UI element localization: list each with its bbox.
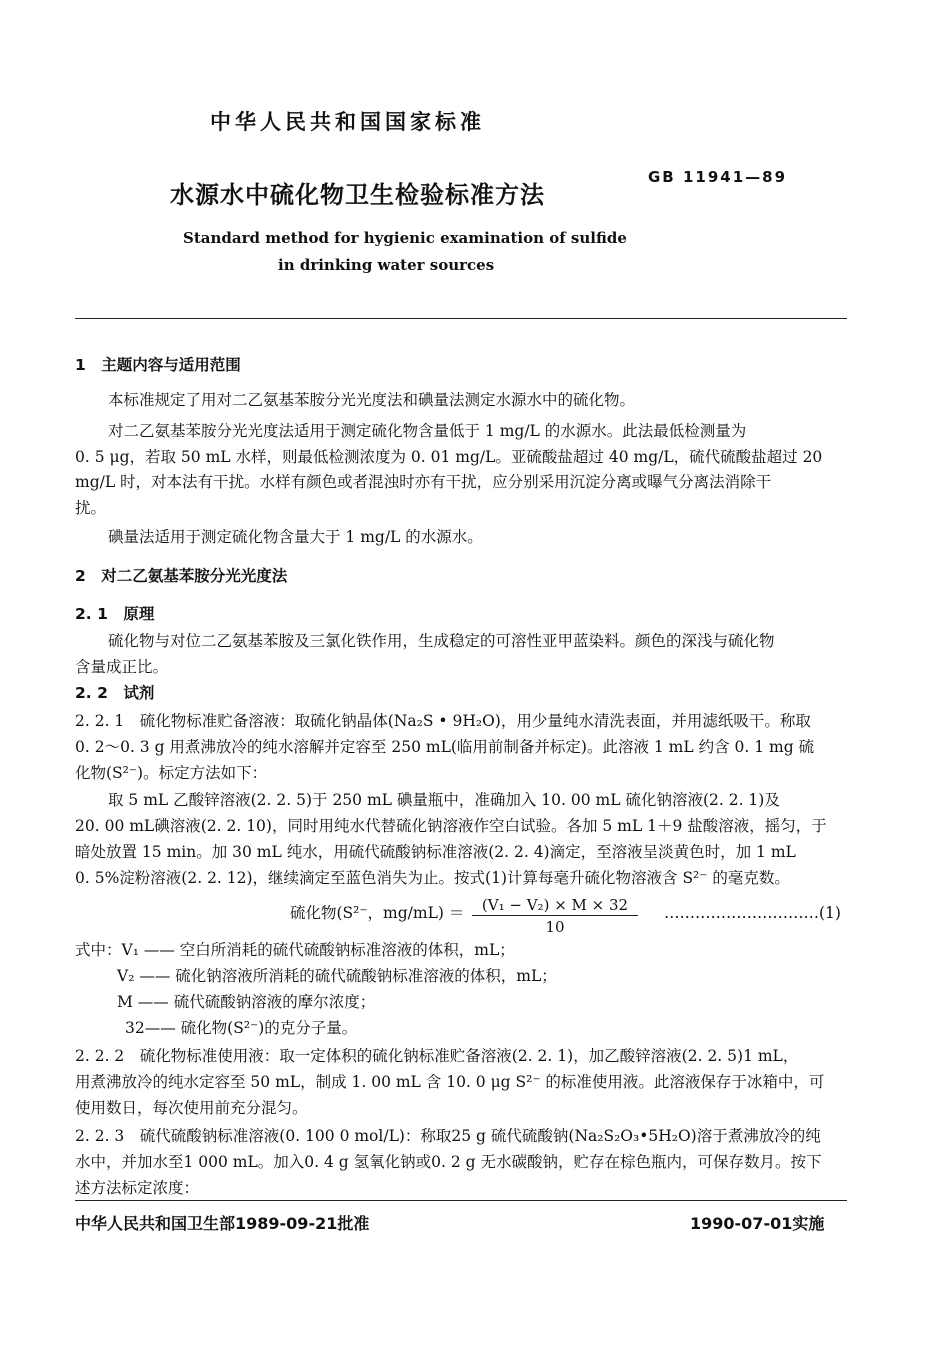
section-2-1-heading: 2. 1 原理 [75,605,155,623]
where-m: M —— 硫代硫酸钠溶液的摩尔浓度； [117,993,376,1011]
s222-line-1: 2. 2. 2 硫化物标准使用液：取一定体积的硫化钠标准贮备溶液(2. 2. 1)，加乙酸锌溶液(2. 2. 5)1 mL， [75,1047,799,1065]
formula-equation-number: …………………………(1) [664,904,841,922]
s1-paragraph-2-line-1: 对二乙氨基苯胺分光光度法适用于测定硫化物含量低于 1 mg/L 的水源水。此法最低检测量为 [108,422,747,440]
s21-line-2: 含量成正比。 [75,658,169,676]
section-2-heading: 2 对二乙氨基苯胺分光光度法 [75,567,288,585]
approval-note: 中华人民共和国卫生部1989-09-21批准 [75,1214,370,1233]
s221-line-3: 化物(S²⁻)。标定方法如下： [75,764,268,782]
s221b-line-3: 暗处放置 15 min。加 30 mL 纯水，用硫代硫酸钠标准溶液(2. 2. 4)滴定，至溶液呈淡黄色时，加 1 mL [75,843,796,861]
formula-denominator: 10 [545,918,565,936]
s221b-line-1: 取 5 mL 乙酸锌溶液(2. 2. 5)于 250 mL 碘量瓶中，准确加入 10. 00 mL 硫化钠溶液(2. 2. 1)及 [108,791,780,809]
s223-line-3: 述方法标定浓度： [75,1179,200,1197]
s21-line-1: 硫化物与对位二乙氨基苯胺及三氯化铁作用，生成稳定的可溶性亚甲蓝染料。颜色的深浅与硫化物 [108,632,775,650]
s221-line-1: 2. 2. 1 硫化物标准贮备溶液：取硫化钠晶体(Na₂S • 9H₂O)，用少量纯水清洗表面，并用滤纸吸干。称取 [75,712,811,730]
fraction-bar [472,915,638,916]
footer-rule [75,1200,847,1201]
title-english-line-1: Standard method for hygienic examination of sulfide [183,229,627,247]
s221b-line-2: 20. 00 mL碘溶液(2. 2. 10)，同时用纯水代替硫化钠溶液作空白试验。各加 5 mL 1＋9 盐酸溶液，摇匀，于 [75,817,827,835]
s1-paragraph-1: 本标准规定了用对二乙氨基苯胺分光光度法和碘量法测定水源水中的硫化物。 [108,391,636,409]
formula-numerator: (V₁ − V₂) × M × 32 [481,896,629,914]
formula-lhs: 硫化物(S²⁻，mg/mL) ＝ [290,904,465,922]
s1-paragraph-2-line-3: mg/L 时，对本法有干扰。水样有颜色或者混浊时亦有干扰，应分别采用沉淀分离或曝气分离法消除干 [75,473,772,491]
s221-line-2: 0. 2～0. 3 g 用煮沸放冷的纯水溶解并定容至 250 mL(临用前制备并标定)。此溶液 1 mL 约含 0. 1 mg 硫 [75,738,815,756]
effective-date: 1990-07-01实施 [690,1214,825,1233]
where-v1: 式中：V₁ —— 空白所消耗的硫代硫酸钠标准溶液的体积，mL； [75,941,515,959]
header-rule [75,318,847,319]
section-2-2-heading: 2. 2 试剂 [75,684,155,702]
s223-line-2: 水中，并加水至1 000 mL。加入0. 4 g 氢氧化钠或0. 2 g 无水碳酸钠，贮存在棕色瓶内，可保存数月。按下 [75,1153,822,1171]
s222-line-2: 用煮沸放冷的纯水定容至 50 mL，制成 1. 00 mL 含 10. 0 μg S²⁻ 的标准使用液。此溶液保存于冰箱中，可 [75,1073,825,1091]
section-1-heading: 1 主题内容与适用范围 [75,356,241,374]
s1-paragraph-2-line-2: 0. 5 μg，若取 50 mL 水样，则最低检测浓度为 0. 01 mg/L。亚硫酸盐超过 40 mg/L，硫代硫酸盐超过 20 [75,448,823,466]
title-english-line-2: in drinking water sources [278,256,495,274]
where-32: 32—— 硫化物(S²⁻)的克分子量。 [125,1019,358,1037]
s221b-line-4: 0. 5%淀粉溶液(2. 2. 12)，继续滴定至蓝色消失为止。按式(1)计算每毫升硫化物溶液含 S²⁻ 的毫克数。 [75,869,790,887]
org-title: 中华人民共和国国家标准 [210,110,485,134]
where-v2: V₂ —— 硫化钠溶液所消耗的硫代硫酸钠标准溶液的体积，mL； [117,967,557,985]
title-chinese: 水源水中硫化物卫生检验标准方法 [170,181,545,209]
s1-paragraph-3: 碘量法适用于测定硫化物含量大于 1 mg/L 的水源水。 [108,528,483,546]
s222-line-3: 使用数日，每次使用前充分混匀。 [75,1099,308,1117]
s1-paragraph-2-line-4: 扰。 [75,499,107,517]
standard-number: GB 11941—89 [648,168,788,186]
s223-line-1: 2. 2. 3 硫代硫酸钠标准溶液(0. 100 0 mol/L)：称取25 g 硫代硫酸钠(Na₂S₂O₃•5H₂O)溶于煮沸放冷的纯 [75,1127,821,1145]
